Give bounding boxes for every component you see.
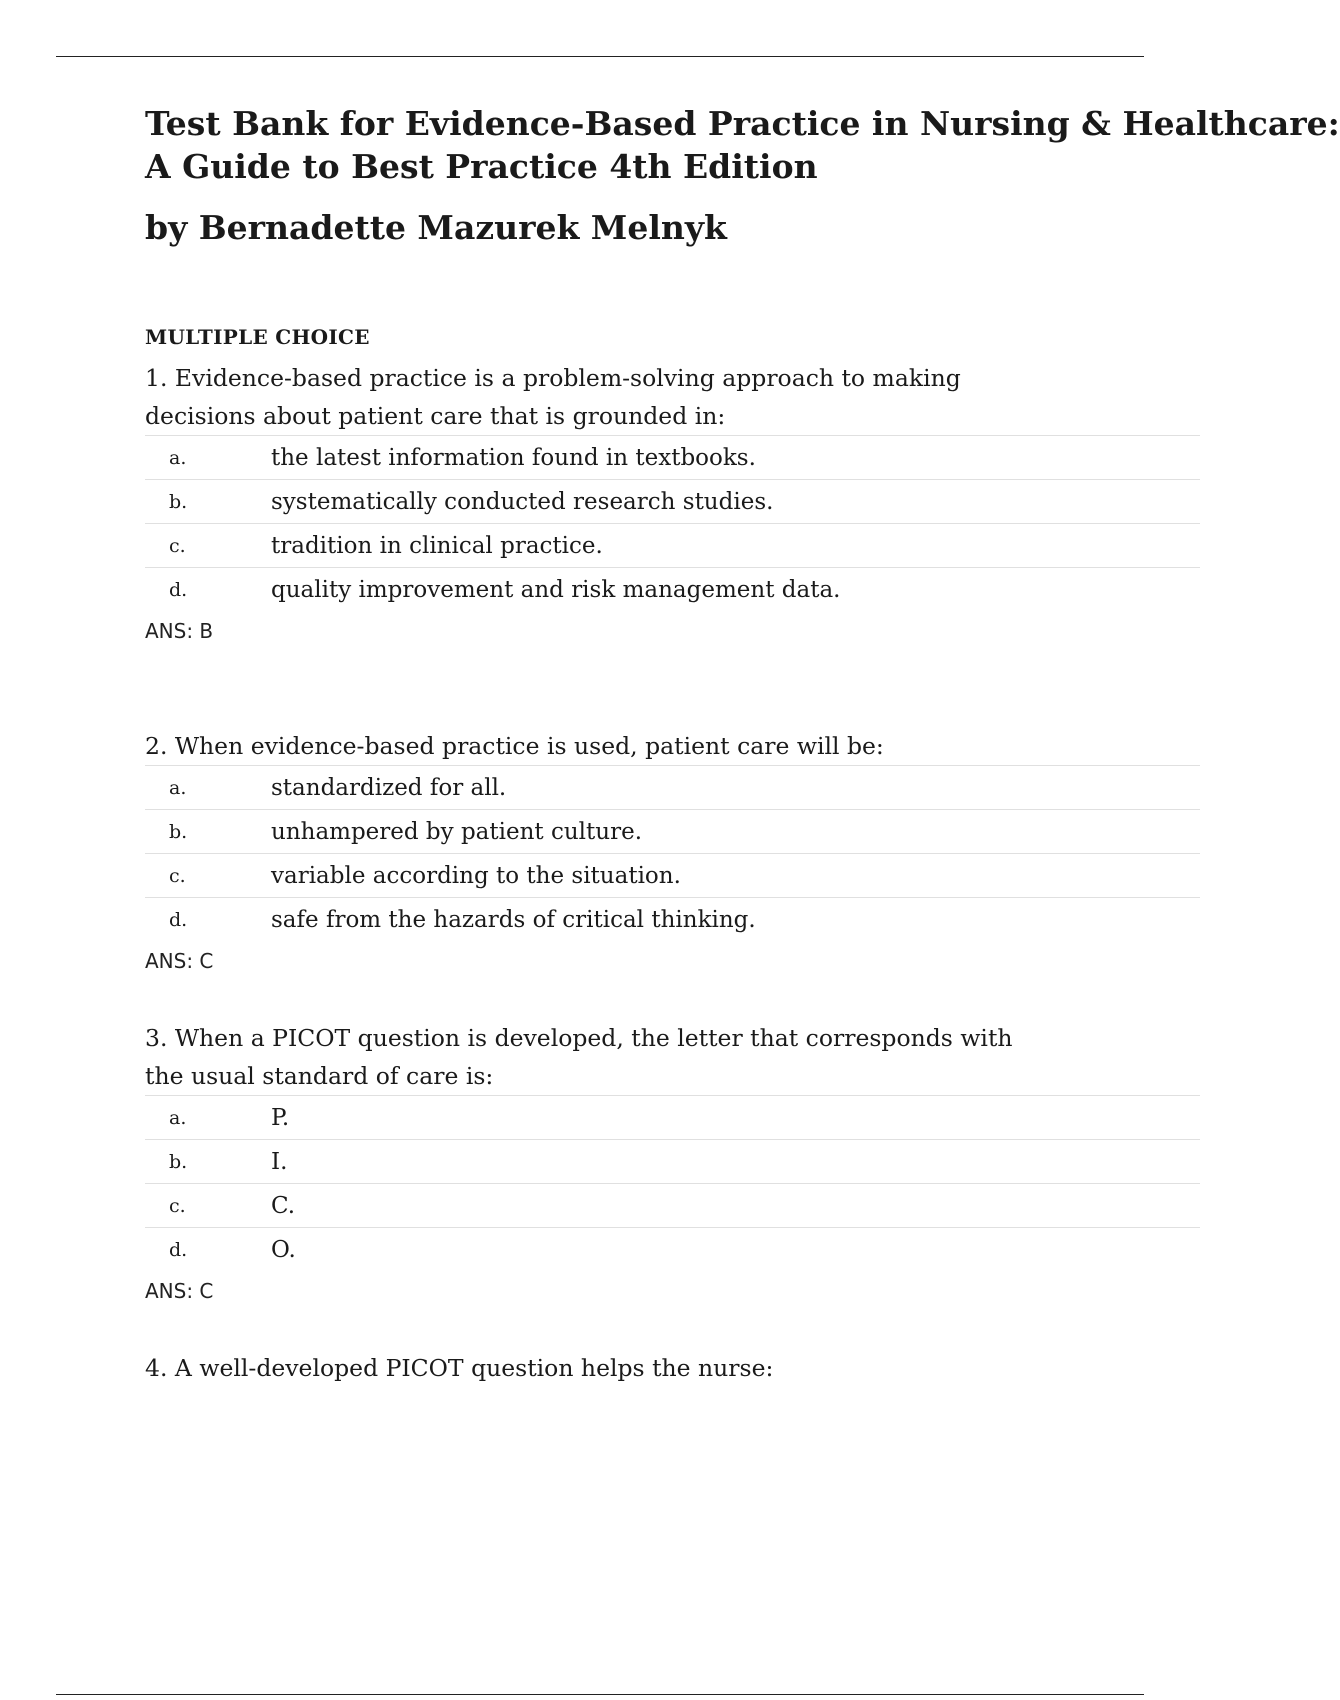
- option-row: [145, 766, 1200, 810]
- option-row: [145, 524, 1200, 568]
- option-text: the latest information found in textbooks.: [271, 444, 756, 471]
- title-line-1: Test Bank for Evidence-Based Practice in Nursing & Healthcare:: [145, 104, 1340, 143]
- option-letter: a.: [169, 1106, 187, 1129]
- question-stem: 1. Evidence-based practice is a problem-solving approach to making decisions about patient care that is grounded in:: [145, 364, 961, 430]
- option-text: safe from the hazards of critical thinking.: [271, 906, 756, 933]
- option-letter: a.: [169, 446, 187, 469]
- title-line-2: A Guide to Best Practice 4th Edition: [145, 147, 818, 186]
- question-1: [145, 359, 1200, 643]
- option-text: I.: [271, 1148, 288, 1175]
- option-letter: d.: [169, 908, 188, 931]
- option-text: systematically conducted research studies.: [271, 488, 774, 515]
- option-letter: c.: [169, 864, 186, 887]
- page-content: [145, 102, 1340, 1387]
- option-letter: c.: [169, 1194, 186, 1217]
- option-row: [145, 810, 1200, 854]
- option-row: [145, 854, 1200, 898]
- option-letter: d.: [169, 1238, 188, 1261]
- option-row: [145, 568, 1200, 611]
- option-text: tradition in clinical practice.: [271, 532, 603, 559]
- author-line: by Bernadette Mazurek Melnyk: [145, 208, 727, 247]
- top-rule: [56, 56, 1144, 57]
- option-letter: d.: [169, 578, 188, 601]
- option-letter: b.: [169, 490, 188, 513]
- options-list: [145, 1095, 1200, 1271]
- question-stem: 2. When evidence-based practice is used, patient care will be:: [145, 732, 884, 760]
- question-2: [145, 727, 1200, 973]
- option-text: O.: [271, 1236, 296, 1263]
- answer-key: ANS: B: [145, 619, 214, 643]
- option-text: C.: [271, 1192, 296, 1219]
- question-3: [145, 1019, 1200, 1303]
- option-row: [145, 1096, 1200, 1140]
- section-heading: MULTIPLE CHOICE: [145, 325, 370, 349]
- question-4: [145, 1349, 1200, 1387]
- option-letter: a.: [169, 776, 187, 799]
- option-text: standardized for all.: [271, 774, 507, 801]
- bottom-rule: [56, 1694, 1144, 1695]
- option-row: [145, 1140, 1200, 1184]
- option-row: [145, 898, 1200, 941]
- options-list: [145, 765, 1200, 941]
- options-list: [145, 435, 1200, 611]
- option-row: [145, 436, 1200, 480]
- answer-key: ANS: C: [145, 1279, 214, 1303]
- question-stem: 3. When a PICOT question is developed, the letter that corresponds with the usual standard of care is:: [145, 1024, 1013, 1090]
- document-title: [145, 102, 1340, 188]
- option-text: variable according to the situation.: [271, 862, 681, 889]
- option-row: [145, 480, 1200, 524]
- option-row: [145, 1184, 1200, 1228]
- option-text: quality improvement and risk management data.: [271, 576, 841, 603]
- option-letter: b.: [169, 820, 188, 843]
- option-text: unhampered by patient culture.: [271, 818, 642, 845]
- answer-key: ANS: C: [145, 949, 214, 973]
- question-stem: 4. A well-developed PICOT question helps the nurse:: [145, 1354, 774, 1382]
- option-letter: c.: [169, 534, 186, 557]
- option-letter: b.: [169, 1150, 188, 1173]
- option-row: [145, 1228, 1200, 1271]
- option-text: P.: [271, 1104, 290, 1131]
